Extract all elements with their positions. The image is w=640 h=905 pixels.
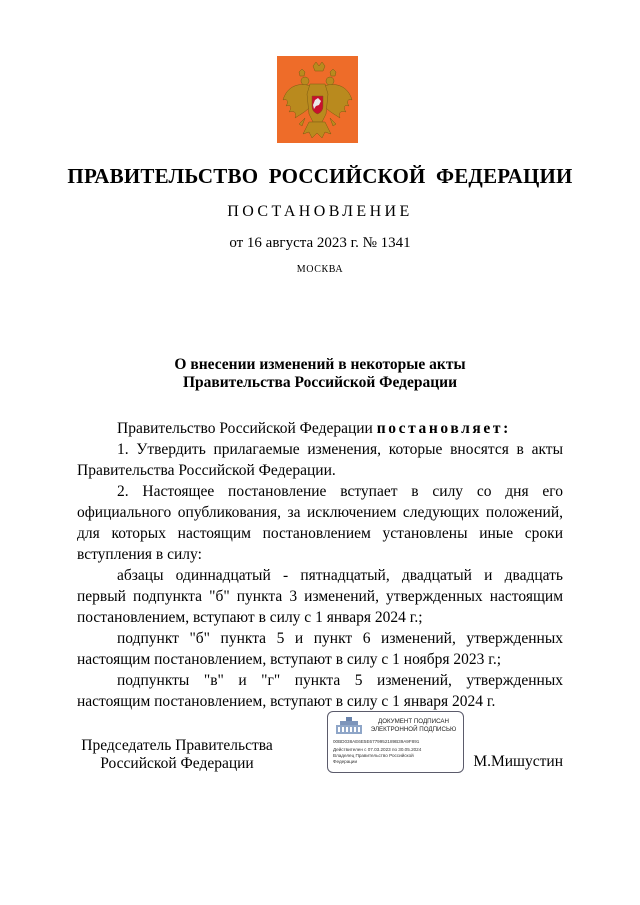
intro-action: постановляет: (376, 420, 511, 437)
paragraph-1: 1. Утвердить прилагаемые изменения, которые вносятся в акты Правительства Российской Федерации. (77, 441, 563, 479)
intro-text: Правительство Российской Федерации (117, 420, 373, 437)
paragraph-5: подпункты "в" и "г" пункта 5 изменений, утвержденных настоящим постановлением, вступают в силу с 1 января 2024 г. (77, 672, 563, 710)
intro-paragraph (77, 418, 563, 439)
stamp-header (366, 718, 461, 733)
stamp-owner-line-1: Владелец Правительство Российской (333, 753, 414, 758)
coat-of-arms (277, 56, 358, 143)
stamp-header-line-1: ДОКУМЕНТ ПОДПИСАН (378, 718, 449, 725)
government-title: ПРАВИТЕЛЬСТВО РОССИЙСКОЙ ФЕДЕРАЦИИ (67, 164, 573, 188)
subject-line-2: Правительства Российской Федерации (182, 374, 458, 391)
stamp-header-line-2: ЭЛЕКТРОННОЙ ПОДПИСЬЮ (370, 725, 457, 733)
document-type: ПОСТАНОВЛЕНИЕ (227, 203, 413, 220)
electronic-signature-stamp (327, 711, 464, 773)
document-date-number: от 16 августа 2023 г. № 1341 (229, 235, 411, 251)
document-city: МОСКВА (296, 264, 344, 275)
russian-coat-of-arms-icon (277, 56, 358, 143)
stamp-owner-line-2: Федерации (333, 759, 358, 764)
subject-line-1: О внесении изменений в некоторые акты (174, 356, 466, 373)
signatory-role-line-1: Председатель Правительства (81, 737, 273, 754)
document-subject (0, 356, 640, 392)
stamp-serial: 00BD038AE6E5E6779952189B39A9F891 (333, 739, 420, 744)
paragraph-2: 2. Настоящее постановление вступает в силу со дня его официального опубликования, за исключением следующих положений, для которых настоящим постановлением установлены иные сроки вступления в силу: (77, 483, 563, 563)
signatory-name: М.Мишустин (473, 753, 563, 770)
paragraph-3: абзацы одиннадцатый - пятнадцатый, двадцатый и двадцать первый подпункта "б" пункта 3 изменений, утвержденных настоящим постановлением, вступают в силу с 1 января 2024 г.; (77, 567, 563, 626)
document-body (77, 418, 563, 712)
paragraph-4: подпункт "б" пункта 5 и пункт 6 изменений, утвержденных настоящим постановлением, вступают в силу с 1 ноября 2023 г.; (77, 630, 563, 668)
signatory-role (77, 737, 277, 773)
government-building-icon (334, 716, 364, 736)
stamp-validity: Действителен с 07.03.2023 по 30.05.2024 (333, 747, 422, 752)
signatory-role-line-2: Российской Федерации (100, 755, 254, 772)
